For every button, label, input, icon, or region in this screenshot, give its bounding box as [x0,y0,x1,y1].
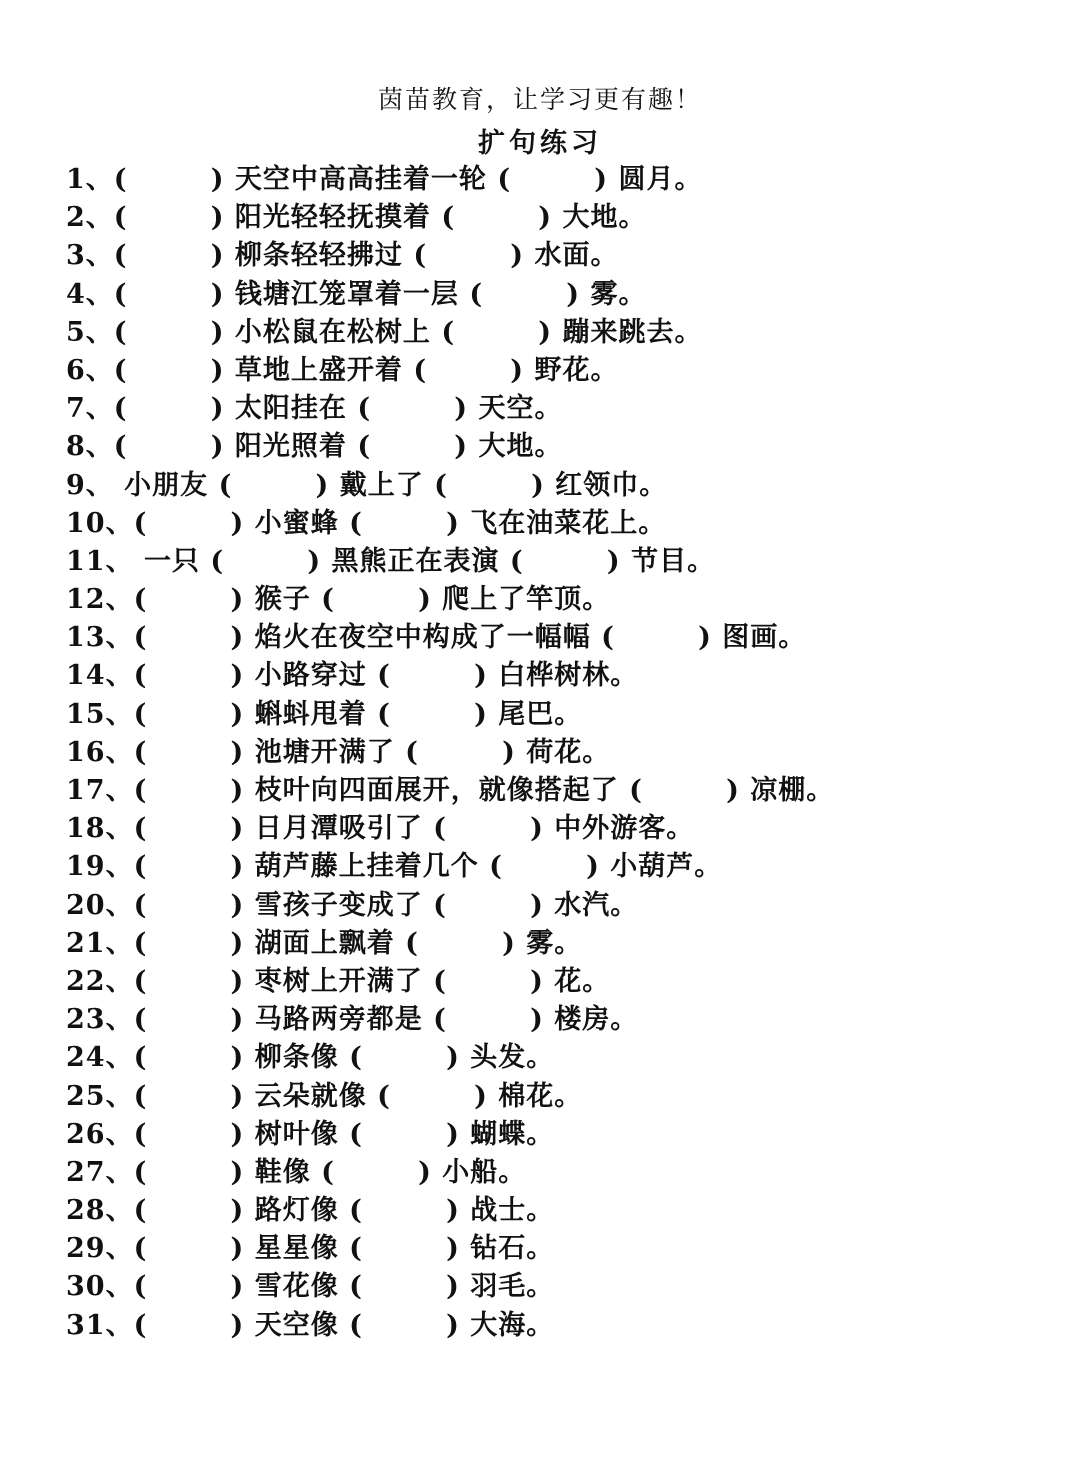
exercise-27: 27、( ) 鞋像 ( ) 小船。 [66,1156,527,1188]
exercise-3: 3、( ) 柳条轻轻拂过 ( ) 水面。 [66,240,619,272]
exercise-1: 1、( ) 天空中高高挂着一轮 ( ) 圆月。 [66,164,703,195]
exercise-11: 11、 一只 ( ) 黑熊正在表演 ( ) 节目。 [66,545,716,577]
exercise-14: 14、( ) 小路穿过 ( ) 白桦树林。 [66,660,639,692]
exercise-9: 9、 小朋友 ( ) 戴上了 ( ) 红领巾。 [66,469,668,501]
exercise-10: 10、( ) 小蜜蜂 ( ) 飞在油菜花上。 [66,507,667,539]
exercise-20: 20、( ) 雪孩子变成了 ( ) 水汽。 [66,889,639,921]
exercise-12: 12、( ) 猴子 ( ) 爬上了竿顶。 [66,584,611,616]
exercise-2: 2、( ) 阳光轻轻抚摸着 ( ) 大地。 [66,202,647,234]
exercise-22: 22、( ) 枣树上开满了 ( ) 花。 [66,965,611,997]
exercise-19: 19、( ) 葫芦藤上挂着几个 ( ) 小葫芦。 [66,851,723,883]
exercise-7: 7、( ) 太阳挂在 ( ) 天空。 [66,393,563,425]
exercise-5: 5、( ) 小松鼠在松树上 ( ) 蹦来跳去。 [66,316,703,348]
exercise-4: 4、( ) 钱塘江笼罩着一层 ( ) 雾。 [66,278,647,310]
exercise-17: 17、( ) 枝叶向四面展开，就像搭起了 ( ) 凉棚。 [66,775,835,806]
exercise-15: 15、( ) 蝌蚪甩着 ( ) 尾巴。 [66,698,583,730]
exercise-list [66,161,1026,1345]
exercise-25: 25、( ) 云朵就像 ( ) 棉花。 [66,1080,583,1112]
exercise-23: 23、( ) 马路两旁都是 ( ) 楼房。 [66,1004,639,1036]
page-title: 扩句练习 [478,128,602,159]
exercise-18: 18、( ) 日月潭吸引了 ( ) 中外游客。 [66,813,695,845]
exercise-21: 21、( ) 湖面上飘着 ( ) 雾。 [66,927,583,959]
exercise-16: 16、( ) 池塘开满了 ( ) 荷花。 [66,736,611,768]
exercise-31: 31、( ) 天空像 ( ) 大海。 [66,1309,555,1341]
exercise-6: 6、( ) 草地上盛开着 ( ) 野花。 [66,354,619,386]
exercise-29: 29、( ) 星星像 ( ) 钻石。 [66,1233,555,1265]
exercise-30: 30、( ) 雪花像 ( ) 羽毛。 [66,1271,555,1303]
page-header: 茵苗教育，让学习更有趣！ [377,85,702,114]
exercise-26: 26、( ) 树叶像 ( ) 蝴蝶。 [66,1118,555,1150]
exercise-13: 13、( ) 焰火在夜空中构成了一幅幅 ( ) 图画。 [66,622,807,654]
exercise-8: 8、( ) 阳光照着 ( ) 大地。 [66,431,563,463]
exercise-28: 28、( ) 路灯像 ( ) 战士。 [66,1195,555,1227]
exercise-24: 24、( ) 柳条像 ( ) 头发。 [66,1042,555,1074]
